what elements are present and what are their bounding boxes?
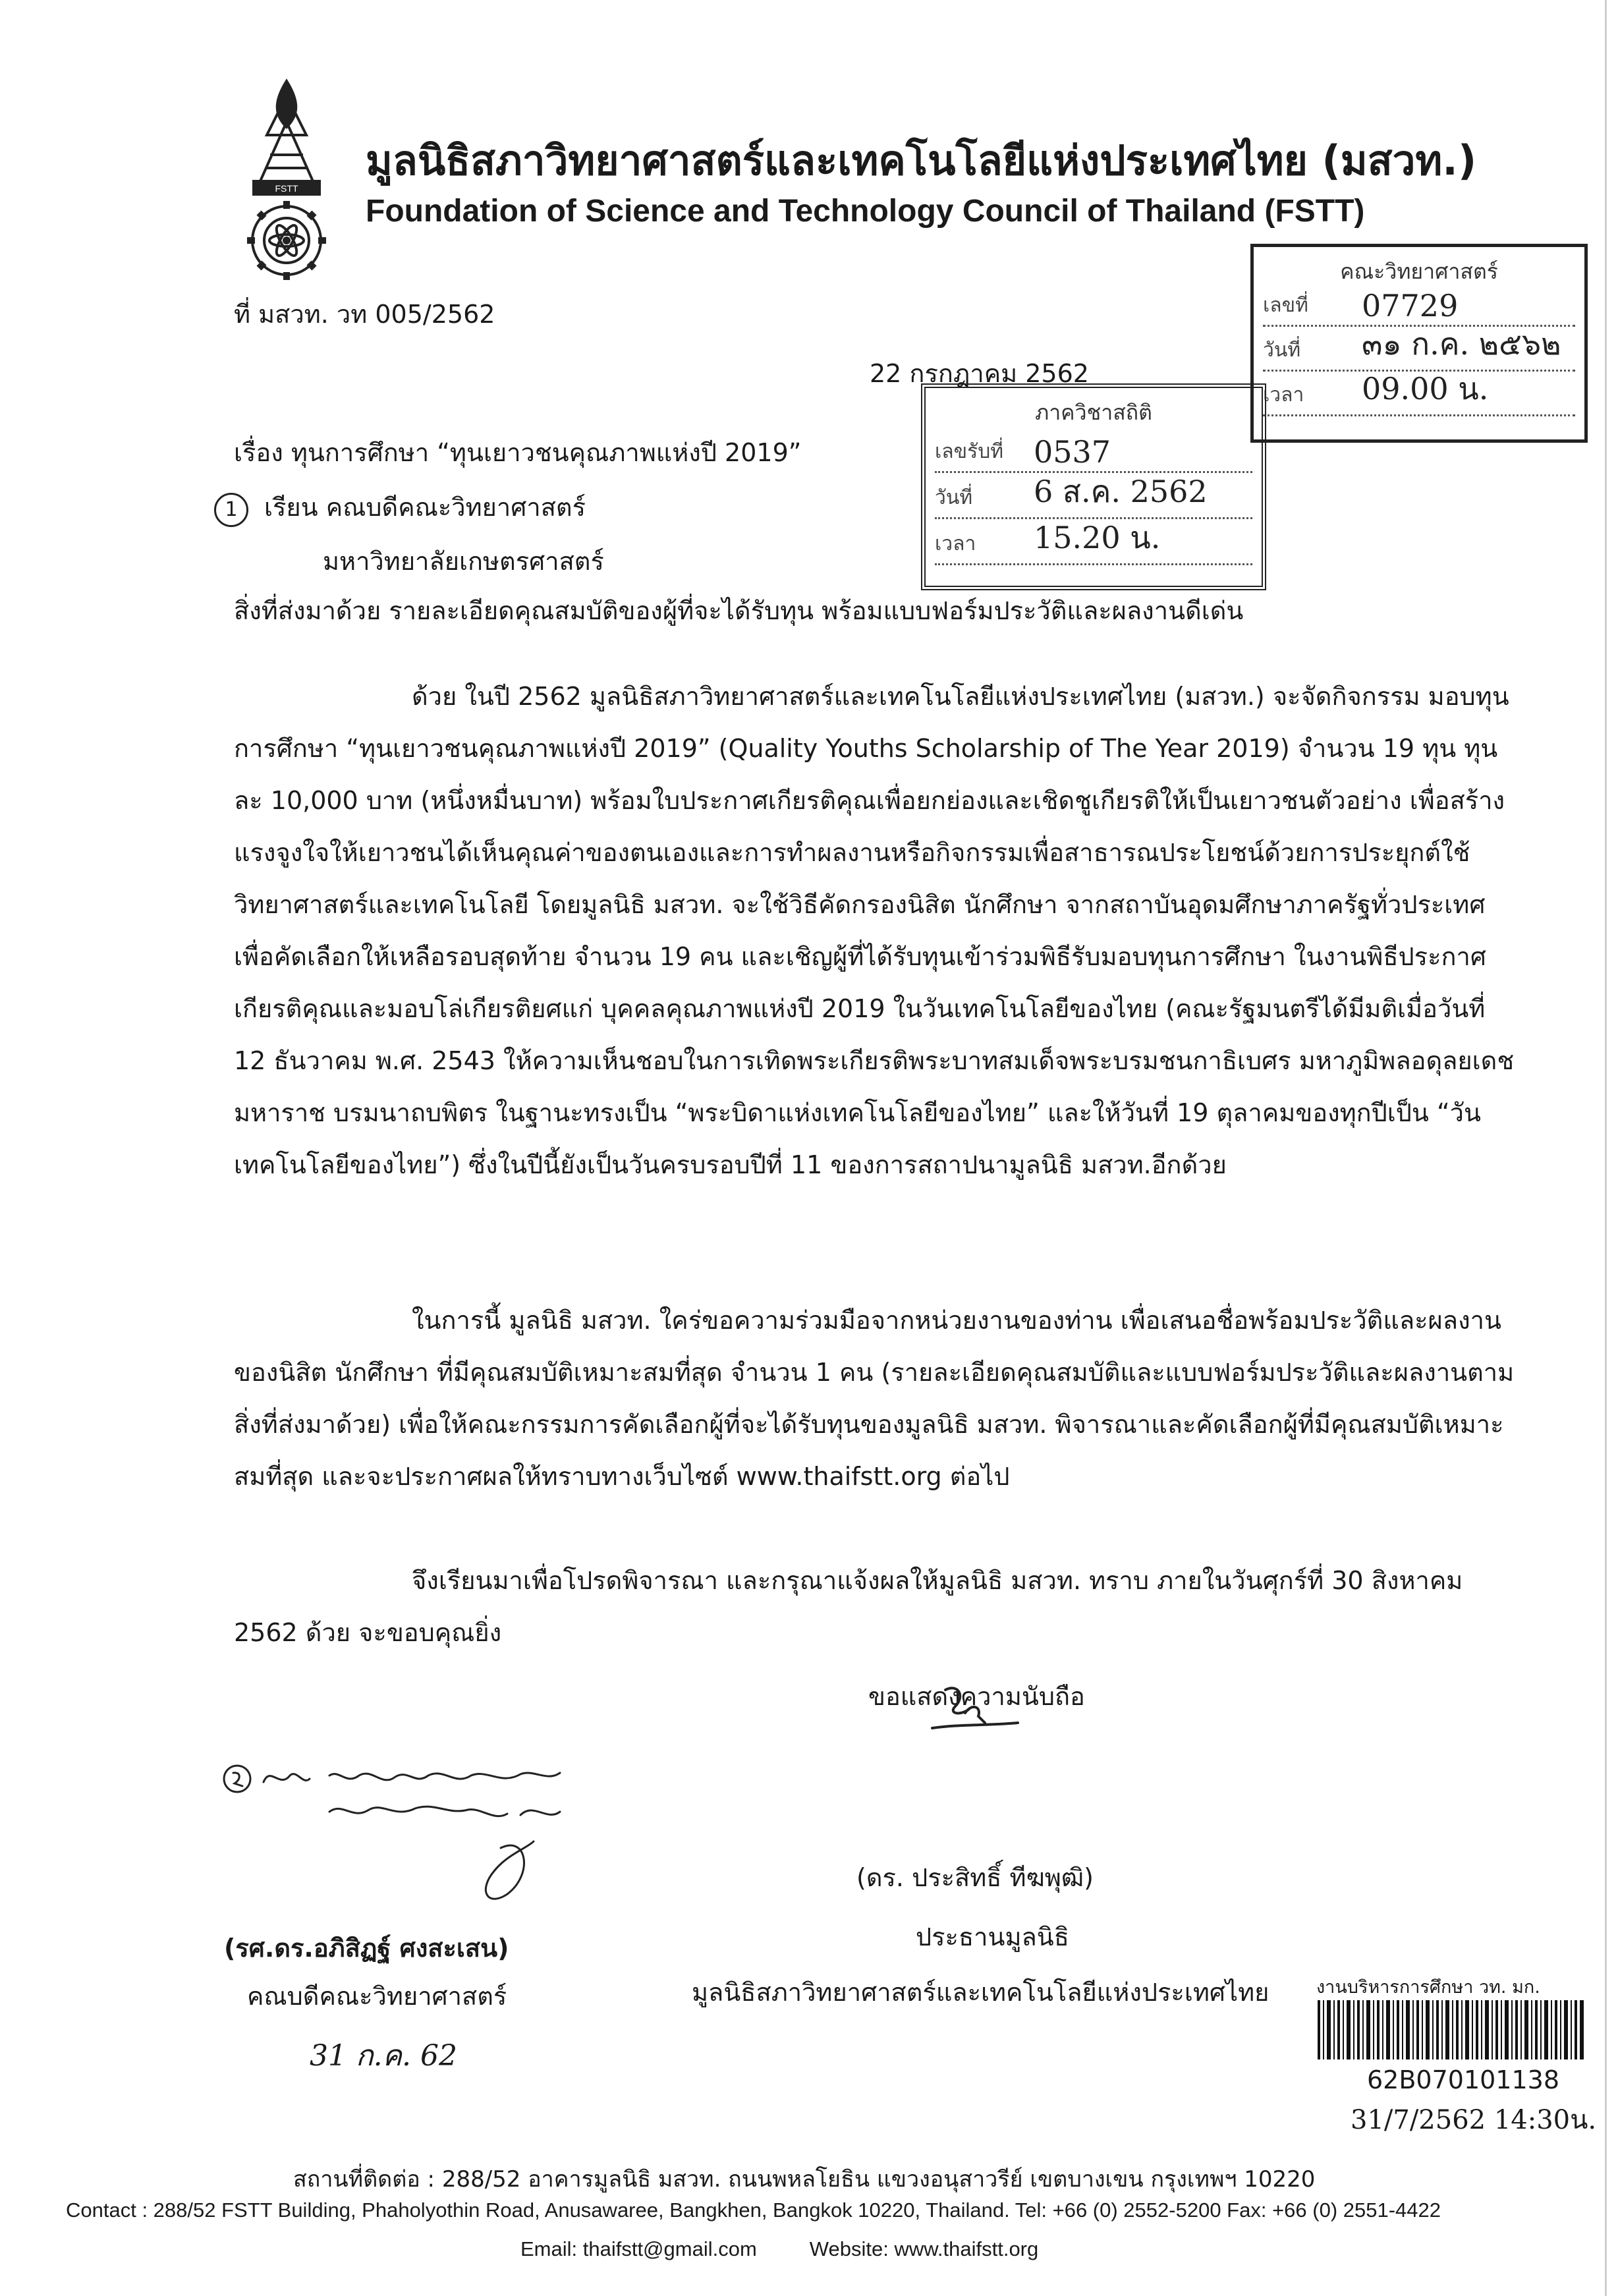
footer-links — [520, 2237, 1038, 2261]
signer-organization: มูลนิธิสภาวิทยาศาสตร์และเทคโนโลยีแห่งประเทศไทย — [692, 1978, 1269, 2007]
signature-mark — [919, 1677, 1024, 1749]
body-paragraph-1: ด้วย ในปี 2562 มูลนิธิสภาวิทยาศาสตร์และเทคโนโลยีแห่งประเทศไทย (มสวท.) จะจัดกิจกรรม มอบทุนการศึกษา “ทุนเยาวชนคุณภาพแห่งปี 2019” (Quality Youths Scholarship of The Year 2019) จำนวน 19 ทุน ทุนละ 10,000 บาท (หนึ่งหมื่นบาท) พร้อมใบประกาศเกียรติคุณเพื่อยกย่องและเชิดชูเกียรติให้เป็นเยาวชนตัวอย่าง เพื่อสร้างแรงจูงใจให้เยาวชนได้เห็นคุณค่าของตนเองและการทำผลงานหรือกิจกรรมเพื่อสาธารณประโยชน์ด้วยการประยุกต์ใช้วิทยาศาสตร์และเทคโนโลยี โดยมูลนิธิ มสวท. จะใช้วิธีคัดกรองนิสิต นักศึกษา จากสถาบันอุดมศึกษาภาครัฐทั่วประเทศ เพื่อคัดเลือกให้เหลือรอบสุดท้าย จำนวน 19 คน และเชิญผู้ที่ได้รับทุนเข้าร่วมพิธีรับมอบทุนการศึกษา ในงานพิธีประกาศเกียรติคุณและมอบโล่เกียรติยศแก่ บุคคลคุณภาพแห่งปี 2019 ในวันเทคโนโลยีของไทย (คณะรัฐมนตรีได้มีมติเมื่อวันที่ 12 ธันวาคม พ.ศ. 2543 ให้ความเห็นชอบในการเทิดพระเกียรติพระบาทสมเด็จพระบรมชนกาธิเบศร มหาภูมิพลอดุลยเดชมหาราช บรมนาถบพิตร ในฐานะทรงเป็น “พระบิดาแห่งเทคโนโลยีของไทย” และให้วันที่ 19 ตุลาคมของทุกปีเป็น “วันเทคโนโลยีของไทย”) ซึ่งในปีนี้ยังเป็นวันครบรอบปีที่ 11 ของการสถาปนามูลนิธิ มสวท.อีกด้วย — [234, 682, 1515, 1179]
recipient-university: มหาวิทยาลัยเกษตรศาสตร์ — [323, 547, 604, 576]
stamp-title: ภาควิชาสถิติ — [1035, 400, 1152, 425]
handwritten-note — [217, 1749, 613, 1953]
stamp-value: 0537 — [1034, 434, 1111, 470]
recipient-text: เรียน คณบดีคณะวิทยาศาสตร์ — [264, 493, 586, 522]
footer-email: Email: thaifstt@gmail.com — [520, 2237, 757, 2260]
signer-title: ประธานมูลนิธิ — [916, 1922, 1069, 1951]
stamp-title: คณะวิทยาศาสตร์ — [1340, 259, 1498, 284]
footer-address-thai: สถานที่ติดต่อ : 288/52 อาคารมูลนิธิ มสวท. ถนนพหลโยธิน แขวงอนุสาวรีย์ เขตบางเขน กรุงเทพฯ 10220 — [293, 2166, 1316, 2193]
barcode-title: งานบริหารการศึกษา วท. มก. — [1316, 1977, 1540, 1998]
recipient-line — [225, 493, 586, 527]
signer-name: (ดร. ประสิทธิ์ ทีฆพุฒิ) — [856, 1863, 1094, 1892]
footer-website: Website: www.thaifstt.org — [809, 2237, 1039, 2260]
faculty-receipt-stamp — [1250, 244, 1588, 443]
stamp-value: 15.20 น. — [1034, 520, 1161, 555]
document-date: 22 กรกฎาคม 2562 — [870, 359, 1089, 388]
stamp-row-time — [1263, 371, 1575, 416]
enclosure-line: สิ่งที่ส่งมาด้วย รายละเอียดคุณสมบัติของผู้ที่จะได้รับทุน พร้อมแบบฟอร์มประวัติและผลงานดีเด่น — [234, 596, 1244, 625]
logo-label: FSTT — [275, 183, 298, 194]
stamp-key: เวลา — [1263, 383, 1304, 406]
barcode-received-time: 31/7/2562 14:30น. — [1351, 2105, 1597, 2135]
stamp-key: เวลา — [935, 532, 976, 555]
department-receipt-stamp — [921, 383, 1266, 590]
page-edge-line — [1605, 0, 1607, 2296]
footer-contact-english: Contact : 288/52 FSTT Building, Phaholyothin Road, Anusawaree, Bangkhen, Bangkok 10220, Thailand. Tel: +66 (0) 2552-5200 Fax: +66 (0) 2551-4422 — [66, 2198, 1441, 2222]
barcode-number: 62B070101138 — [1367, 2065, 1560, 2094]
body-paragraph-3: จึงเรียนมาเพื่อโปรดพิจารณา และกรุณาแจ้งผลให้มูลนิธิ มสวท. ทราบ ภายในวันศุกร์ที่ 30 สิงหาคม 2562 ด้วย จะขอบคุณยิ่ง — [234, 1566, 1463, 1647]
stamp-value: 07729 — [1362, 288, 1459, 323]
dean-name: (รศ.ดร.อภิสิฏฐ์ ศงสะเสน) — [224, 1934, 509, 1963]
dean-handwritten-date: 31 ก.ค. 62 — [310, 2039, 457, 2073]
org-name-english: Foundation of Science and Technology Council of Thailand (FSTT) — [366, 194, 1365, 229]
stamp-row-date — [935, 474, 1252, 519]
stamp-key: เลขที่ — [1263, 294, 1308, 317]
stamp-key: เลขรับที่ — [935, 440, 1004, 463]
closing-phrase: ขอแสดงความนับถือ — [868, 1682, 1085, 1711]
subject-line: เรื่อง ทุนการศึกษา “ทุนเยาวชนคุณภาพแห่งปี 2019” — [234, 438, 802, 467]
fstt-logo — [234, 76, 339, 287]
stamp-value: ๓๑ ก.ค. ๒๕๖๒ — [1362, 326, 1561, 362]
stamp-row-time — [935, 520, 1252, 565]
stamp-value: 09.00 น. — [1362, 371, 1489, 406]
barcode-icon — [1318, 2000, 1588, 2059]
stamp-key: วันที่ — [1263, 339, 1301, 362]
stamp-value: 6 ส.ค. 2562 — [1034, 474, 1208, 509]
body-paragraph-2: ในการนี้ มูลนิธิ มสวท. ใคร่ขอความร่วมมือจากหน่วยงานของท่าน เพื่อเสนอชื่อพร้อมประวัติและผลงานของนิสิต นักศึกษา ที่มีคุณสมบัติเหมาะสมที่สุด จำนวน 1 คน (รายละเอียดคุณสมบัติและแบบฟอร์มประวัติและผลงานตามสิ่งที่ส่งมาด้วย) เพื่อให้คณะกรรมการคัดเลือกผู้ที่จะได้รับทุนของมูลนิธิ มสวท. พิจารณาและคัดเลือกผู้ที่มีคุณสมบัติเหมาะสมที่สุด และจะประกาศผลให้ทราบทางเว็บไซต์ www.thaifstt.org ต่อไป — [234, 1306, 1515, 1491]
dean-title: คณบดีคณะวิทยาศาสตร์ — [247, 1982, 507, 2011]
document-number: ที่ มสวท. วท 005/2562 — [234, 300, 495, 329]
org-name-thai: มูลนิธิสภาวิทยาศาสตร์และเทคโนโลยีแห่งประเทศไทย (มสวท.) — [366, 136, 1477, 184]
stamp-row-number — [935, 433, 1252, 473]
handwritten-number-circle: 1 — [214, 493, 248, 527]
stamp-key: วันที่ — [935, 486, 973, 509]
